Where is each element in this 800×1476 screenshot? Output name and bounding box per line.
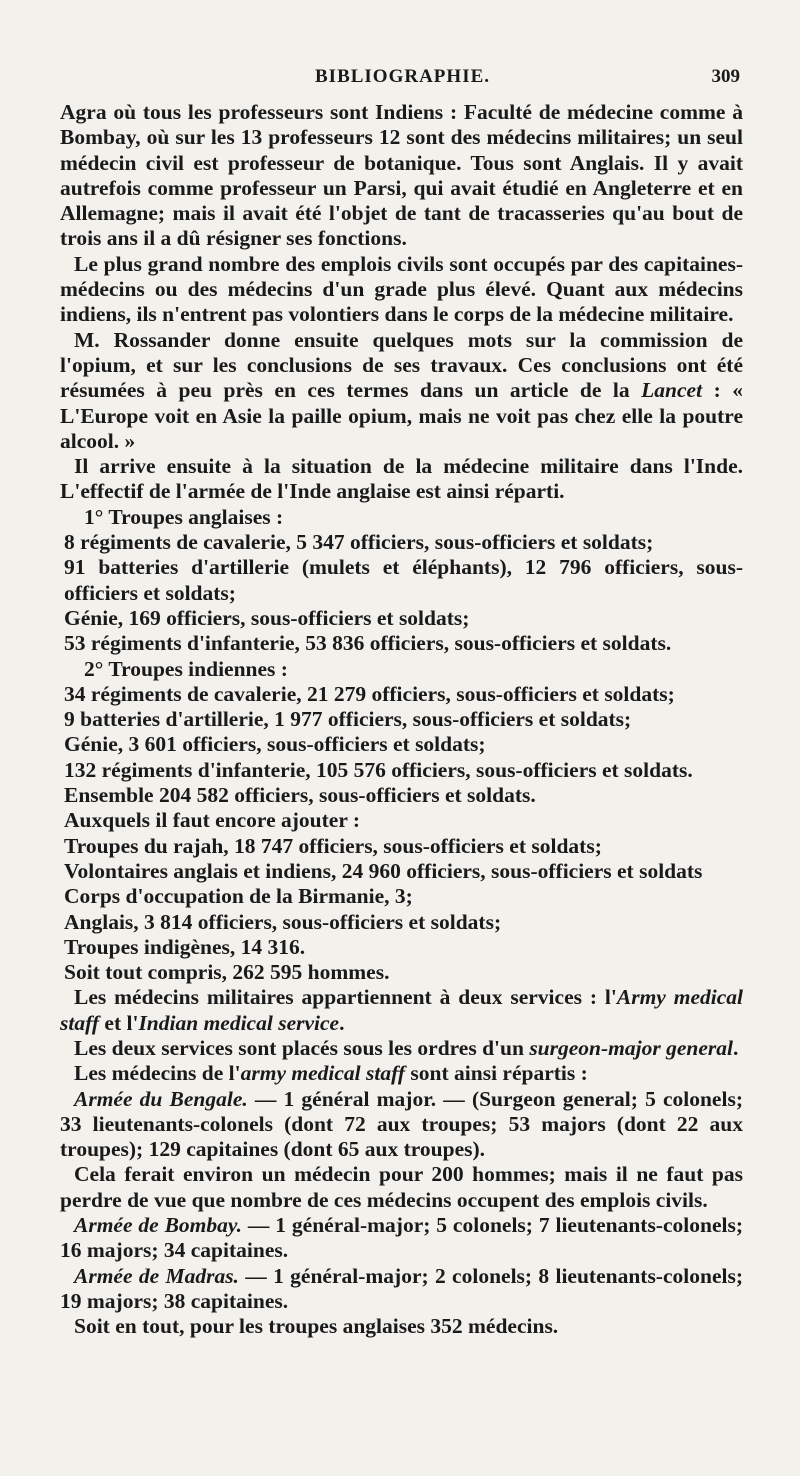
paragraph-staff-distribution: Les médecins de l'army medical staff sont ainsi répartis : <box>74 1061 588 1086</box>
paragraph-services: Les médecins militaires appartiennent à deux services : l'Army medical staff et l'Indian medical service. <box>60 985 743 1035</box>
list-item: 132 régiments d'infanterie, 105 576 officiers, sous-officiers et soldats. <box>64 757 693 782</box>
section-indian-troops: 2° Troupes indiennes : <box>84 656 288 681</box>
page-number: 309 <box>711 66 740 87</box>
list-item: Auxquels il faut encore ajouter : <box>64 808 361 833</box>
list-item: Corps d'occupation de la Birmanie, 3; <box>64 884 413 909</box>
page-body <box>60 100 743 1340</box>
list-item: Troupes indigènes, 14 316. <box>64 934 306 959</box>
list-item: Anglais, 3 814 officiers, sous-officiers et soldats; <box>64 909 502 934</box>
section-english-troops: 1° Troupes anglaises : <box>84 504 284 529</box>
paragraph-madras: Armée de Madras. — 1 général-major; 2 colonels; 8 lieutenants-colonels; 19 majors; 38 capitaines. <box>60 1263 743 1313</box>
list-item: Génie, 169 officiers, sous-officiers et soldats; <box>64 605 470 630</box>
running-head: BIBLIOGRAPHIE. <box>315 66 491 87</box>
paragraph-opium: M. Rossander donne ensuite quelques mots sur la commission de l'opium, et sur les conclusions de ses travaux. Ces conclusions ont été résumées à peu près en ces termes dans un article de la Lancet : « L'Europe voit en Asie la paille opium, mais ne voit pas chez elle la poutre alcool. » <box>60 327 743 453</box>
list-item: Troupes du rajah, 18 747 officiers, sous-officiers et soldats; <box>64 833 602 858</box>
journal-title: Lancet <box>641 378 703 403</box>
list-item: 9 batteries d'artillerie, 1 977 officiers, sous-officiers et soldats; <box>64 707 632 732</box>
paragraph-army-situation: Il arrive ensuite à la situation de la médecine militaire dans l'Inde. L'effectif de l'armée de l'Inde anglaise est ainsi réparti. <box>60 454 743 504</box>
paragraph-surgeon-major: Les deux services sont placés sous les ordres d'un surgeon-major general. <box>74 1035 739 1060</box>
list-item: 34 régiments de cavalerie, 21 279 officiers, sous-officiers et soldats; <box>64 681 675 706</box>
paragraph-total: Soit en tout, pour les troupes anglaises 352 médecins. <box>74 1314 559 1339</box>
list-item: 8 régiments de cavalerie, 5 347 officiers, sous-officiers et soldats; <box>64 530 654 555</box>
list-item: 53 régiments d'infanterie, 53 836 officiers, sous-officiers et soldats. <box>64 631 672 656</box>
page-header <box>60 66 740 96</box>
list-item: 91 batteries d'artillerie (mulets et éléphants), 12 796 officiers, sous-officiers et soldats; <box>64 555 743 605</box>
paragraph-civil-posts: Le plus grand nombre des emplois civils sont occupés par des capitaines-médecins ou des médecins d'un grade plus élevé. Quant aux médecins indiens, ils n'entrent pas volontiers dans le corps de la médecine militaire. <box>60 251 743 327</box>
paragraph-agra: Agra où tous les professeurs sont Indiens : Faculté de médecine comme à Bombay, où sur les 13 professeurs 12 sont des médecins militaires; un seul médecin civil est professeur de botanique. Tous sont Anglais. Il y avait autrefois comme professeur un Parsi, qui avait étudié en Angleterre et en Allemagne; mais il avait été l'objet de tant de tracasseries qu'au bout de trois ans il a dû résigner ses fonctions. <box>60 100 743 251</box>
paragraph-bengal: Armée du Bengale. — 1 général major. — (Surgeon general; 5 colonels; 33 lieutenants-colonels (dont 72 aux troupes; 53 majors (dont 22 aux troupes); 129 capitaines (dont 65 aux troupes). <box>60 1086 743 1162</box>
paragraph-bombay: Armée de Bombay. — 1 général-major; 5 colonels; 7 lieutenants-colonels; 16 majors; 34 capitaines. <box>60 1213 743 1263</box>
paragraph-ratio: Cela ferait environ un médecin pour 200 hommes; mais il ne faut pas perdre de vue que nombre de ces médecins occupent des emplois civils. <box>60 1162 743 1212</box>
list-item: Ensemble 204 582 officiers, sous-officiers et soldats. <box>64 783 536 808</box>
list-item: Volontaires anglais et indiens, 24 960 officiers, sous-officiers et soldats <box>64 858 703 883</box>
list-item: Soit tout compris, 262 595 hommes. <box>64 960 390 985</box>
list-item: Génie, 3 601 officiers, sous-officiers et soldats; <box>64 732 486 757</box>
